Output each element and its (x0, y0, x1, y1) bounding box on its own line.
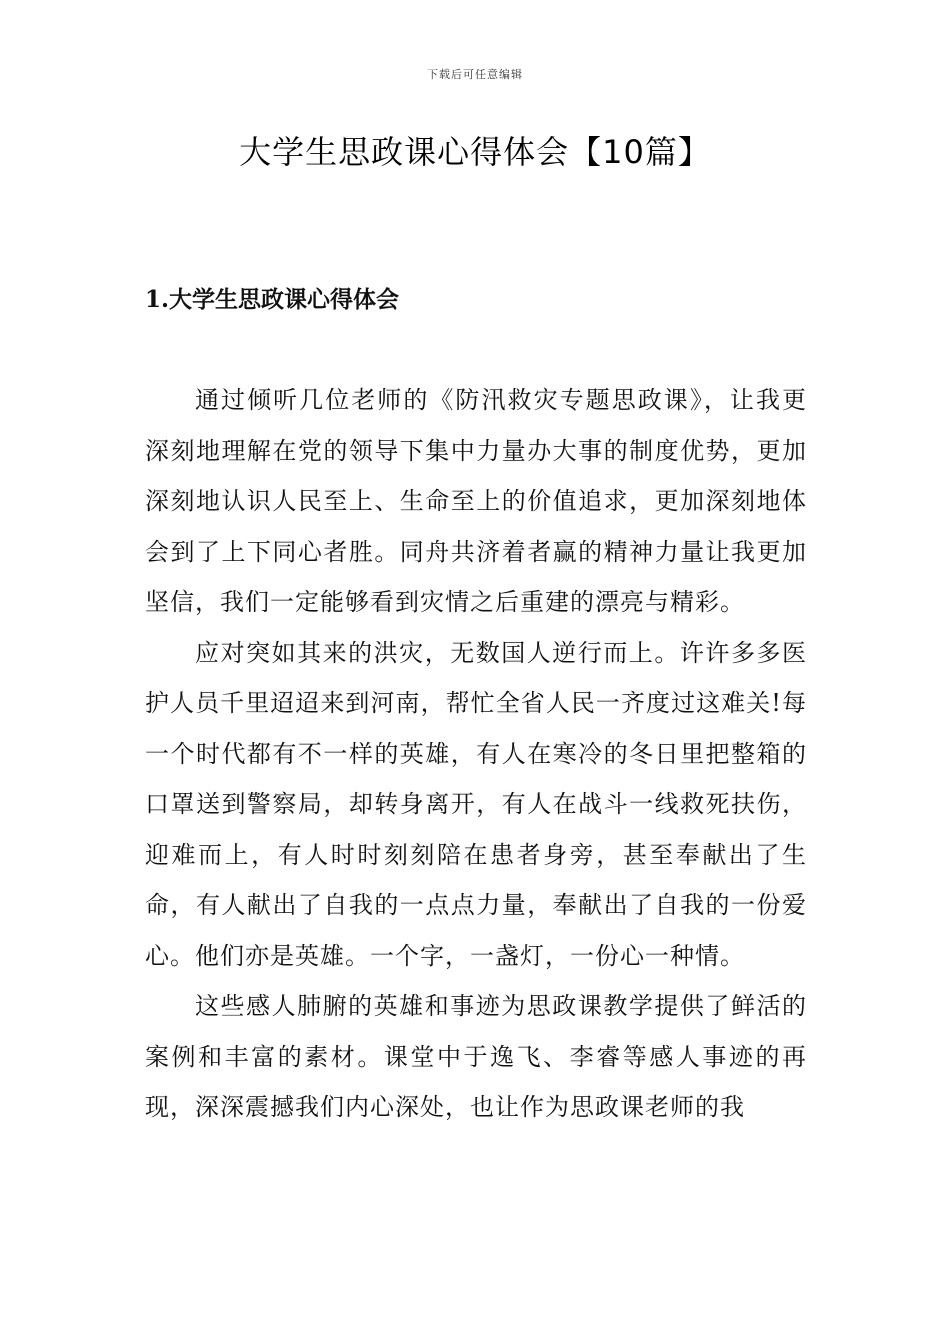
header-note: 下载后可任意编辑 (427, 68, 523, 81)
paragraph-3: 这些感人肺腑的英雄和事迹为思政课教学提供了鲜活的案例和丰富的素材。课堂中于逸飞、李睿等感人事迹的再现，深深震撼我们内心深处，也让作为思政课老师的我 (145, 992, 807, 1121)
paragraph-1: 通过倾听几位老师的《防汛救灾专题思政课》，让我更深刻地理解在党的领导下集中力量办大事的制度优势，更加深刻地认识人民至上、生命至上的价值追求，更加深刻地体会到了上下同心者胜。同舟共济着者赢的精神力量让我更加坚信，我们一定能够看到灾情之后重建的漂亮与精彩。 (145, 386, 807, 616)
document-title: 大学生思政课心得体会【10篇】 (239, 133, 711, 171)
paragraph-2: 应对突如其来的洪灾，无数国人逆行而上。许许多多医护人员千里迢迢来到河南，帮忙全省人民一齐度过这难关!每一个时代都有不一样的英雄，有人在寒冷的冬日里把整箱的口罩送到警察局，却转身离开，有人在战斗一线救死扶伤，迎难而上，有人时时刻刻陪在患者身旁，甚至奉献出了生命，有人献出了自我的一点点力量，奉献出了自我的一份爱心。他们亦是英雄。一个字，一盏灯，一份心一种情。 (145, 638, 807, 970)
document-body (145, 375, 807, 1133)
section-heading: 1.大学生思政课心得体会 (145, 286, 400, 313)
